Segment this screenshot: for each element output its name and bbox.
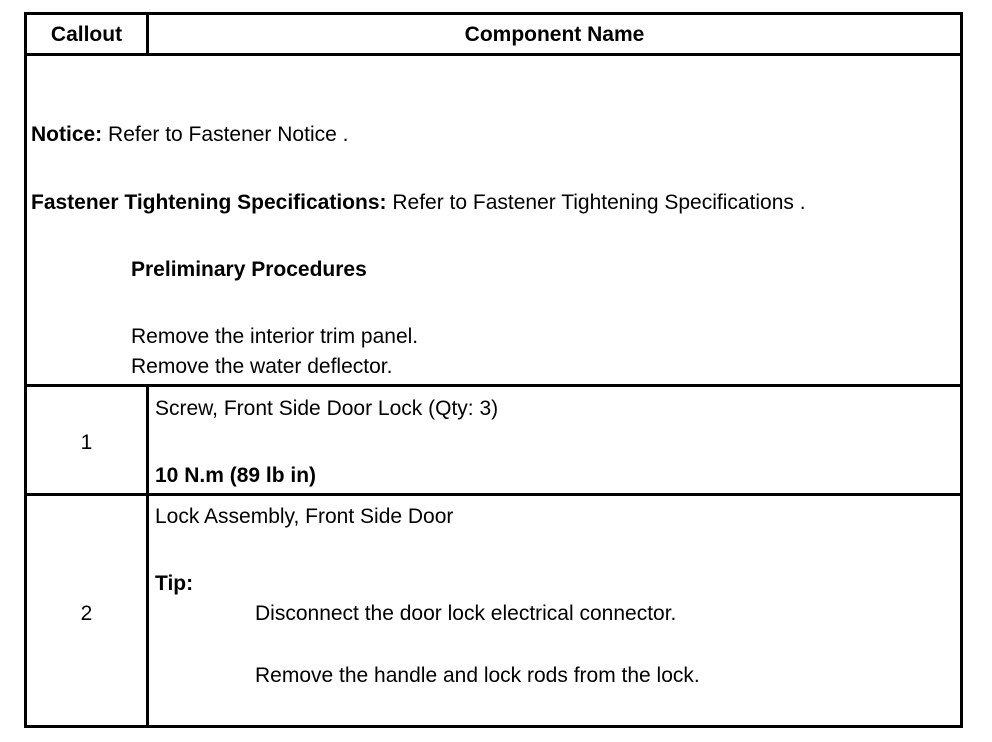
row2-callout: 2 bbox=[80, 602, 93, 625]
row1-torque-spec: 10 N.m (89 lb in) bbox=[155, 464, 317, 487]
header-bottom-rule bbox=[27, 53, 960, 56]
row2-tip-step: Remove the handle and lock rods from the lock. bbox=[255, 664, 700, 687]
row2-tip-label: Tip: bbox=[155, 572, 194, 595]
row1-callout: 1 bbox=[80, 431, 93, 454]
component-column-header: Component Name bbox=[464, 23, 645, 46]
row1-component-name: Screw, Front Side Door Lock (Qty: 3) bbox=[155, 397, 499, 420]
intro-bottom-rule bbox=[27, 384, 960, 387]
row2-component-name: Lock Assembly, Front Side Door bbox=[155, 505, 454, 528]
fastener-spec-label: Fastener Tightening Specifications: bbox=[31, 191, 387, 214]
fastener-spec-line bbox=[31, 191, 806, 215]
rows-column-divider bbox=[146, 387, 149, 725]
component-table bbox=[24, 12, 963, 728]
row2-tip-step: Disconnect the door lock electrical connector. bbox=[255, 602, 677, 625]
callout-column-header: Callout bbox=[50, 23, 123, 46]
notice-label: Notice: bbox=[31, 123, 103, 146]
notice-text: Refer to Fastener Notice . bbox=[102, 123, 349, 146]
preliminary-step: Remove the interior trim panel. bbox=[131, 325, 419, 348]
preliminary-procedures-heading: Preliminary Procedures bbox=[131, 258, 367, 281]
row1-bottom-rule bbox=[27, 493, 960, 496]
fastener-spec-text: Refer to Fastener Tightening Specifications . bbox=[386, 191, 806, 214]
preliminary-step: Remove the water deflector. bbox=[131, 355, 393, 378]
notice-line bbox=[31, 123, 348, 147]
